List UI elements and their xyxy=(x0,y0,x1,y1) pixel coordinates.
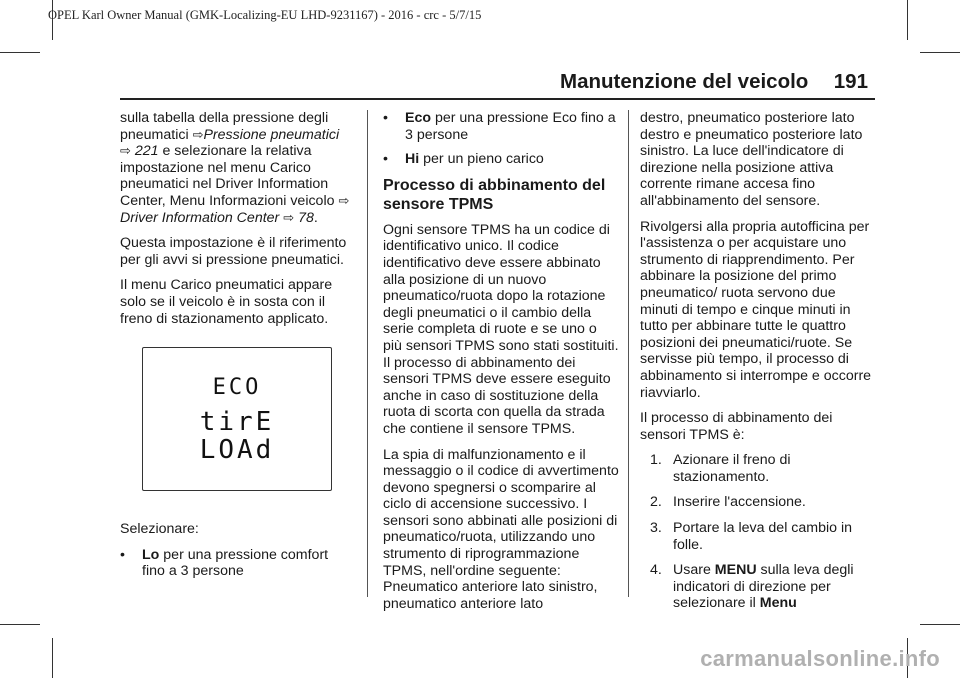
paragraph: Questa impostazione è il riferimento per gli avvi si pressione pneumatici. xyxy=(120,235,347,268)
list-item: 2. Inserire l'accensione. xyxy=(650,494,806,511)
list-item: 1. Azionare il freno di stazionamento. xyxy=(650,452,791,485)
page-ref-icon: ⇨ xyxy=(192,126,204,142)
paragraph: Ogni sensore TPMS ha un codice di identificativo unico. Il codice identificativo deve essere abbinato alla posizione di un nuovo pneumatico/ruota dopo la rotazione degli pneumatici o il cambio della serie completa di ruote e se uno o più sensori TPMS sono stati sostituiti. Il processo di abbinamento dei sensori TPMS deve essere eseguito anche in caso di sostituzione della ruota di scorta con quella da strada che contiene il sensore TPMS. xyxy=(383,221,619,437)
page-link[interactable]: 221 xyxy=(134,143,159,160)
paragraph: sulla tabella della pressione degli pneumatici ⇨Pressione pneumatici ⇨ 221 e selezionare la relativa impostazione nel menu Carico pneumatici nel Driver Information Center, Menu Informazioni veicolo ⇨ Driver Information Center ⇨ 78. xyxy=(120,110,350,226)
bullet-icon: • xyxy=(383,110,388,126)
page-number: 191 xyxy=(833,70,868,93)
column-2 xyxy=(383,110,619,621)
page-link[interactable]: 78 xyxy=(298,209,314,226)
list-item: 3. Portare la leva del cambio in folle. xyxy=(650,520,853,553)
section-title: Manutenzione del veicolo xyxy=(560,70,809,93)
display-text-tire: tirE xyxy=(199,407,275,438)
display-text-load: LOAd xyxy=(199,435,275,466)
display-text-eco: ECO xyxy=(212,375,262,401)
watermark: carmanualsonline.info xyxy=(700,646,940,671)
paragraph: La spia di malfunzionamento e il messaggio o il codice di avvertimento devono spegnersi o scomparire al ciclo di accensione successivo. I sensori sono abbinati alle posizioni di pneumatico/ruota, utilizzando uno strumento di riprogrammazione TPMS, nell'ordine seguente: Pneumatico anteriore lato sinistro, pneumatico anteriore lato xyxy=(383,446,619,612)
document-meta: OPEL Karl Owner Manual (GMK-Localizing-EU LHD-9231167) - 2016 - crc - 5/7/15 xyxy=(48,8,482,22)
page-ref-icon: ⇨ xyxy=(283,209,295,225)
cross-reference-link[interactable]: Pressione pneumatici xyxy=(203,126,340,143)
list-item: 4. Usare MENU sulla leva degli indicatori di direzione per selezionare il Menu xyxy=(650,562,854,612)
list-item: • Lo per una pressione comfort fino a 3 persone xyxy=(120,546,329,580)
crop-mark xyxy=(0,52,40,53)
header-rule xyxy=(120,98,875,100)
bullet-icon: • xyxy=(120,546,125,563)
crop-mark xyxy=(920,624,960,625)
column-divider xyxy=(628,110,629,597)
crop-mark xyxy=(0,624,40,625)
paragraph: Il processo di abbinamento dei sensori TPMS è: xyxy=(640,410,833,443)
page-ref-icon: ⇨ xyxy=(338,192,350,208)
column-divider xyxy=(367,110,368,597)
list-item: • Hi per un pieno carico xyxy=(383,151,544,168)
display-illustration xyxy=(142,347,332,491)
paragraph: Il menu Carico pneumatici appare solo se il veicolo è in sosta con il freno di stazionamento applicato. xyxy=(120,277,333,327)
paragraph: Selezionare: xyxy=(120,521,199,538)
crop-mark xyxy=(907,0,908,40)
crop-mark xyxy=(920,52,960,53)
paragraph: Rivolgersi alla propria autofficina per l'assistenza o per acquistare uno strumento di riapprendimento. Per abbinare la posizione del primo pneumatico/ ruota servono due minuti di tempo e cinque minuti in tutto per abbinare tutte le quattro posizioni dei pneumatici/ruote. Se servisse più tempo, il processo di abbinamento si interrompe e occorre riavviarlo. xyxy=(640,218,872,401)
list-item: • Eco per una pressione Eco fino a 3 persone xyxy=(383,110,616,143)
steps-list xyxy=(640,452,876,612)
page-ref-icon: ⇨ xyxy=(120,143,131,159)
column-3 xyxy=(640,110,876,621)
paragraph: destro, pneumatico posteriore lato destro e pneumatico posteriore lato sinistro. La luce dell'indicatore di direzione nella posizione attiva corrente rimane accesa fino all'abbinamento del sensore. xyxy=(640,110,863,209)
column-1 xyxy=(120,110,350,588)
cross-reference-link[interactable]: Driver Information Center xyxy=(120,209,280,226)
bullet-icon: • xyxy=(383,151,388,168)
crop-mark xyxy=(52,638,53,678)
section-heading: Processo di abbinamento del sensore TPMS xyxy=(383,176,606,213)
